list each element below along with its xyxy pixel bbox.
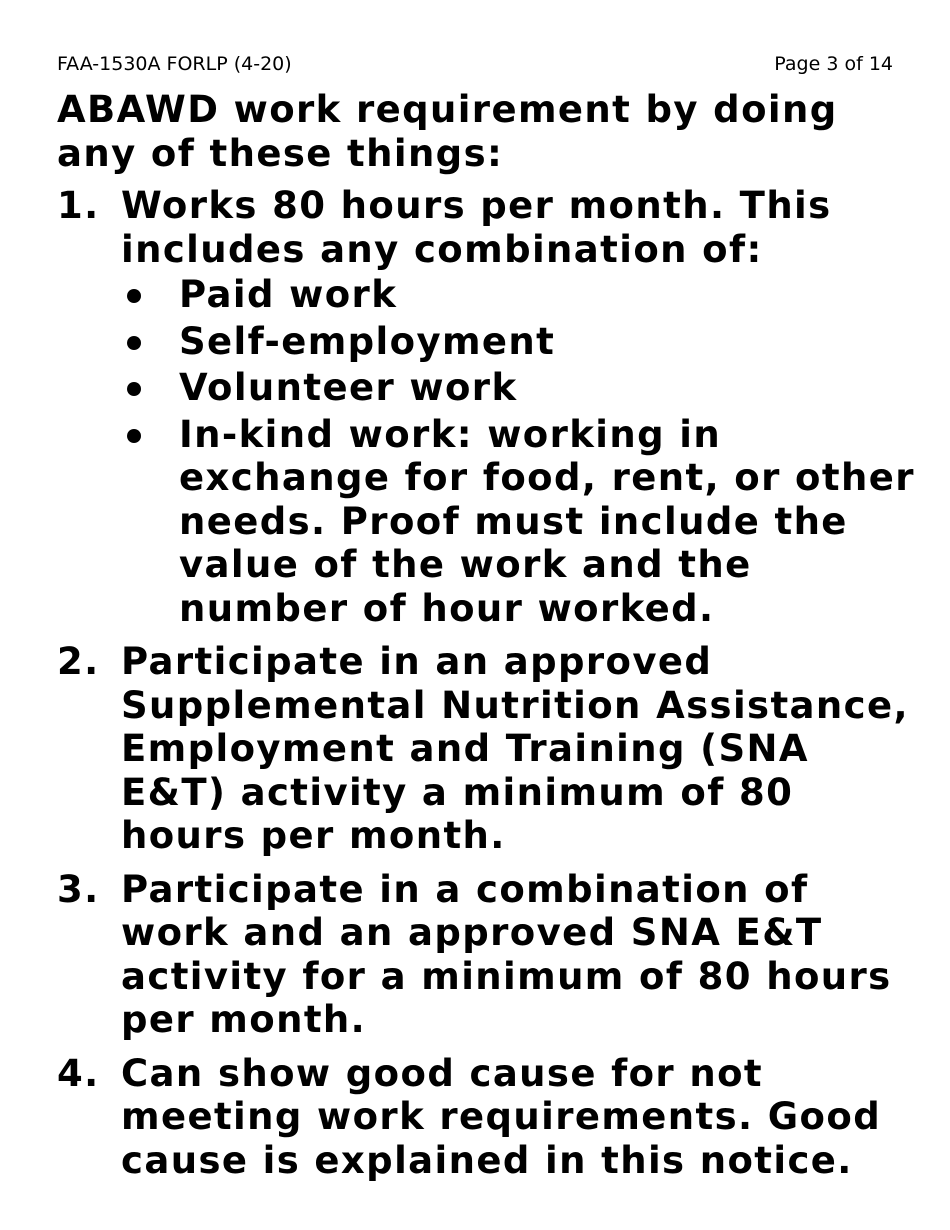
item-number: 4. <box>57 1051 100 1095</box>
item-number: 3. <box>57 867 100 911</box>
bullet-item <box>121 273 917 317</box>
bullet-icon <box>127 382 141 396</box>
item-text: Can show good cause for not meeting work requirements. Good cause is explained in this notice. <box>121 1051 882 1182</box>
bullet-icon <box>127 336 141 350</box>
page-header <box>57 52 893 76</box>
document-body <box>57 88 917 1192</box>
item-number: 1. <box>57 184 100 227</box>
list-item <box>57 868 917 1042</box>
item-number: 2. <box>57 640 100 683</box>
bullet-item <box>121 366 917 410</box>
bullet-text: Self-employment <box>179 319 556 363</box>
bullet-icon <box>127 429 141 443</box>
bullet-icon <box>127 289 141 303</box>
bullet-text: Paid work <box>179 273 398 316</box>
bullet-list <box>121 273 917 630</box>
list-item <box>57 184 917 630</box>
bullet-item <box>121 413 917 631</box>
page-number: Page 3 of 14 <box>774 53 893 75</box>
bullet-item <box>121 320 917 364</box>
item-text: Participate in an approved Supplemental Nutrition Assistance, Employment and Training (SNA E&T) activity a minimum of 80 hours per month. <box>121 640 909 857</box>
list-item <box>57 1052 917 1183</box>
list-item <box>57 640 917 858</box>
bullet-text: Volunteer work <box>179 366 518 409</box>
item-text: Works 80 hours per month. This includes any combination of: <box>121 184 832 271</box>
bullet-text: In-kind work: working in exchange for food, rent, or other needs. Proof must include the value of the work and the number of hour worked. <box>179 412 915 630</box>
form-id: FAA-1530A FORLP (4-20) <box>57 53 292 75</box>
item-text: Participate in a combination of work and an approved SNA E&T activity for a minimum of 80 hours per month. <box>121 867 892 1041</box>
requirements-list <box>57 184 917 1182</box>
intro-text: ABAWD work requirement by doing any of these things: <box>57 88 838 175</box>
